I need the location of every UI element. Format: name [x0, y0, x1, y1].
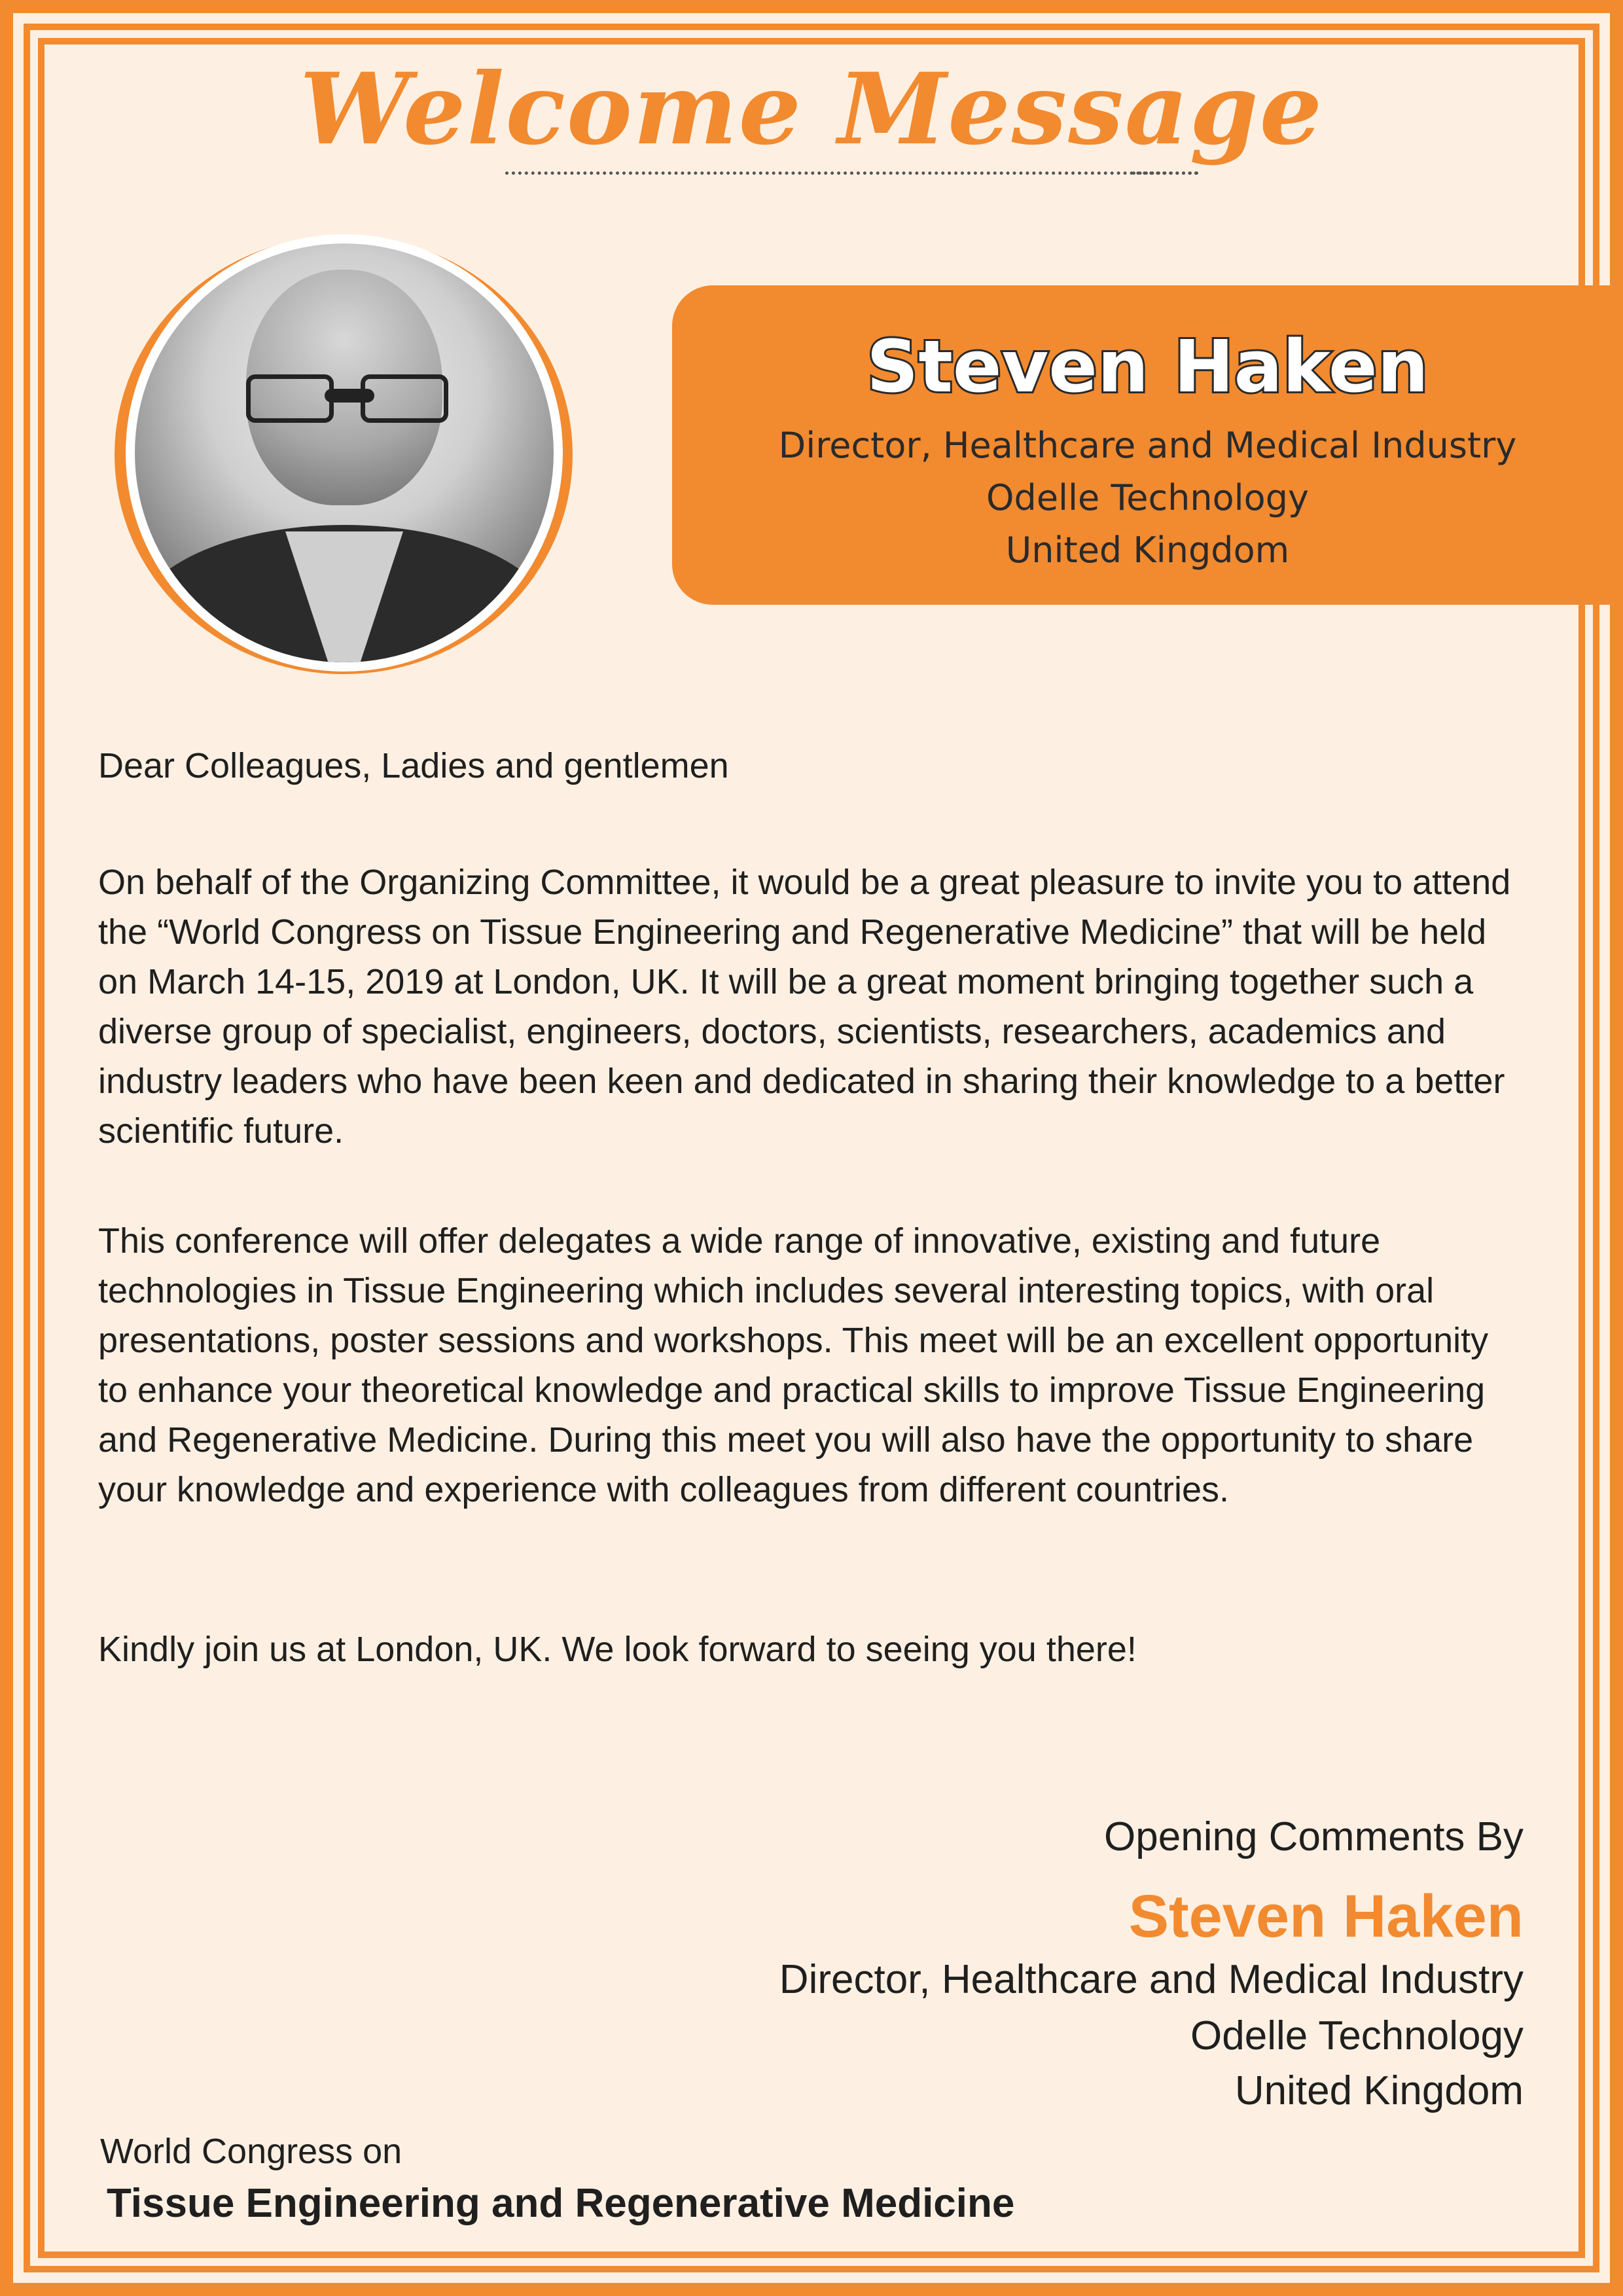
signature-organization: Odelle Technology — [1190, 2013, 1524, 2058]
signature-role: Director, Healthcare and Medical Industry — [779, 1957, 1524, 2002]
portrait-glasses — [246, 374, 442, 420]
speaker-portrait — [135, 243, 554, 662]
letter-paragraph-1: On behalf of the Organizing Committee, it would be a great pleasure to invite you to attend the “World Congress on Tissue Engineering and Regenerative Medicine” that will be held on March 14-15, 2019 at London, UK. It will be a great moment bringing together such a diverse group of specialist, engineers, doctors, scientists, researchers, academics and industry leaders who have been keen and dedicated in sharing their knowledge to a better scientific future. — [98, 863, 1511, 1151]
title-underline — [505, 171, 1199, 175]
title-underline-tail — [1132, 171, 1198, 175]
banner-speaker-name: Steven Haken — [866, 325, 1429, 408]
letter-greeting: Dear Colleagues, Ladies and gentlemen — [98, 746, 729, 785]
banner-speaker-role: Director, Healthcare and Medical Industry — [778, 425, 1517, 466]
banner-speaker-organization: Odelle Technology — [986, 477, 1309, 518]
page-title: Welcome Message — [299, 52, 1324, 167]
signature-intro: Opening Comments By — [1104, 1814, 1524, 1859]
speaker-photo — [126, 234, 563, 672]
banner-speaker-country: United Kingdom — [1005, 529, 1290, 571]
signature-country: United Kingdom — [1234, 2068, 1524, 2113]
signature-name: Steven Haken — [1128, 1883, 1524, 1950]
speaker-banner — [672, 285, 1623, 605]
footer-event-name: Tissue Engineering and Regenerative Medicine — [107, 2181, 1015, 2226]
footer-event-prefix: World Congress on — [100, 2132, 402, 2171]
letter-closing: Kindly join us at London, UK. We look forward to seeing you there! — [98, 1630, 1137, 1669]
letter-paragraph-2: This conference will offer delegates a wide range of innovative, existing and future technologies in Tissue Engineering which includes several interesting topics, with oral presentations, poster sessions and workshops. This meet will be an excellent opportunity to enhance your theoretical knowledge and practical skills to improve Tissue Engineering and Regenerative Medicine. During this meet you will also have the opportunity to share your knowledge and experience with colleagues from different countries. — [98, 1221, 1489, 1509]
